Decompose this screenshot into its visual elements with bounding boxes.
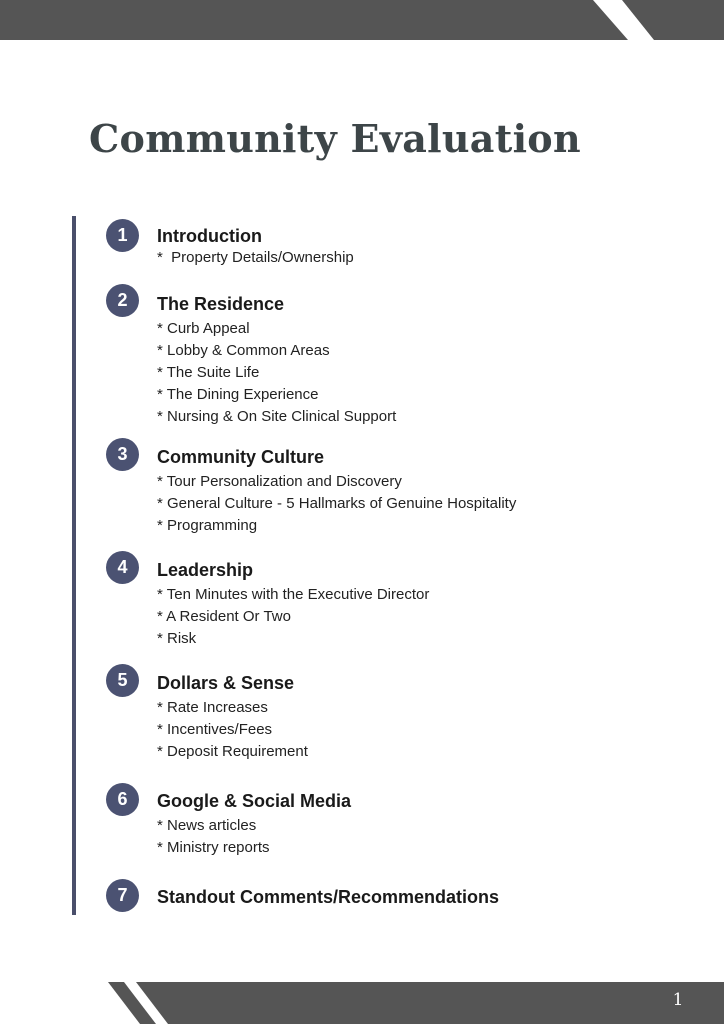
section-item: * A Resident Or Two <box>157 608 291 625</box>
section-number-badge: 4 <box>106 551 139 584</box>
section-item: * The Dining Experience <box>157 386 319 403</box>
section-number-badge: 7 <box>106 879 139 912</box>
section-item: * Deposit Requirement <box>157 743 308 760</box>
section-number-badge: 6 <box>106 783 139 816</box>
bottom-left-white-wedge <box>0 982 140 1024</box>
section-heading: Dollars & Sense <box>157 673 295 693</box>
section-item: * Ten Minutes with the Executive Director <box>157 586 430 603</box>
section-item: * Programming <box>157 517 258 534</box>
page-number: 1 <box>672 990 684 1010</box>
section-number-badge: 1 <box>106 219 139 252</box>
section-heading: Introduction <box>157 226 262 246</box>
section-heading: Standout Comments/Recommendations <box>157 887 500 907</box>
section-heading: The Residence <box>157 294 285 314</box>
section-item: * Curb Appeal <box>157 320 250 337</box>
timeline-vertical-line <box>72 216 76 915</box>
section-item: * Nursing & On Site Clinical Support <box>157 408 397 425</box>
section-item: * The Suite Life <box>157 364 260 381</box>
section-number-badge: 5 <box>106 664 139 697</box>
section-number-badge: 2 <box>106 284 139 317</box>
section-item: * Rate Increases <box>157 699 268 716</box>
section-item: * Lobby & Common Areas <box>157 342 330 359</box>
page-title: Community Evaluation <box>89 116 581 161</box>
section-item: * General Culture - 5 Hallmarks of Genuine Hospitality <box>157 495 517 512</box>
section-heading: Leadership <box>157 560 254 580</box>
section-item: * Risk <box>157 630 197 647</box>
section-number-badge: 3 <box>106 438 139 471</box>
section-heading: Google & Social Media <box>157 791 352 811</box>
section-item: * Property Details/Ownership <box>157 249 354 266</box>
section-item: * Incentives/Fees <box>157 721 273 738</box>
section-item: * Ministry reports <box>157 839 270 856</box>
section-heading: Community Culture <box>157 447 325 467</box>
section-item: * Tour Personalization and Discovery <box>157 473 402 490</box>
section-item: * News articles <box>157 817 257 834</box>
